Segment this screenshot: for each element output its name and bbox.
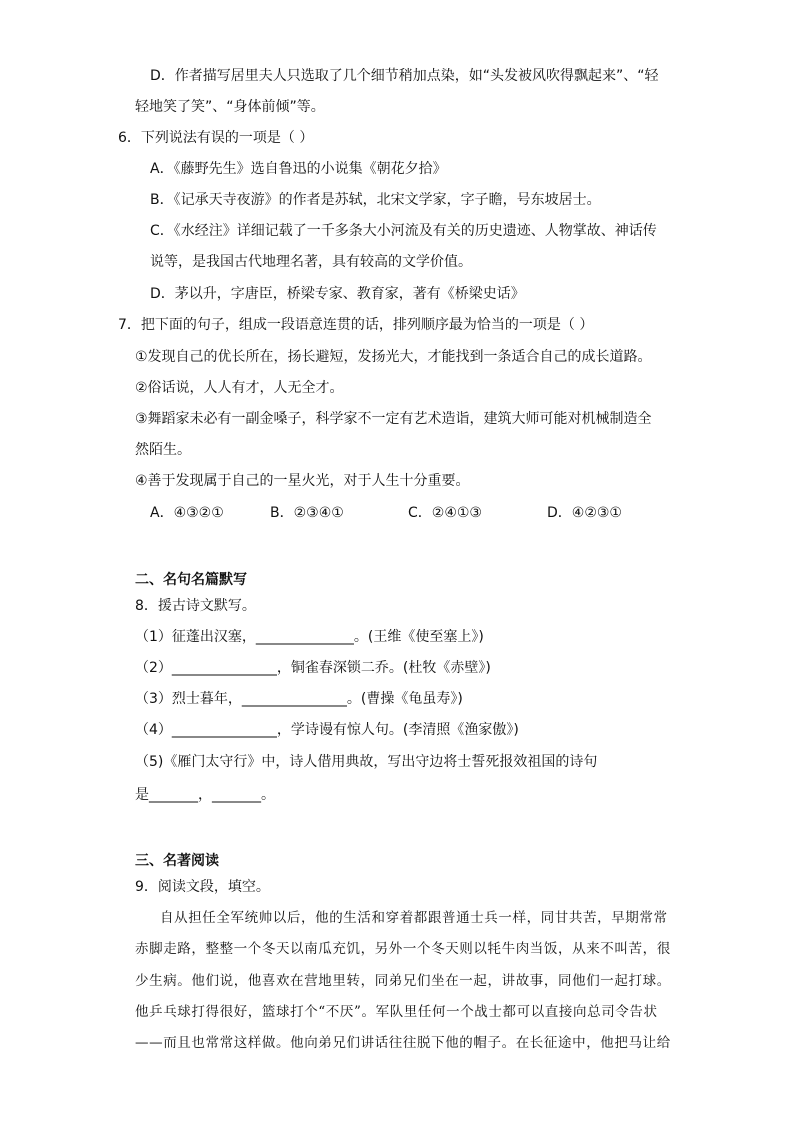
q7-option-c: C．②④①③: [408, 505, 482, 521]
q8-item-3: （3）烈士暮年，_______________。(曹操《龟虽寿》): [135, 691, 463, 707]
section-2-title: 二、名句名篇默写: [135, 572, 247, 588]
passage-line-2: 赤脚走路，整整一个冬天以南瓜充饥，另外一个冬天则以牦牛肉当饭，从来不叫苦，很: [135, 941, 671, 957]
q7-option-d: D．④②③①: [547, 505, 622, 521]
q7-sentence-3-line2: 然陌生。: [135, 442, 191, 458]
q8-item-2: （2）_______________，铜雀春深锁二乔。(杜牧《赤壁》): [135, 660, 491, 676]
section-3-title: 三、名著阅读: [135, 853, 219, 869]
q6-option-a: A．《藤野先生》选自鲁迅的小说集《朝花夕拾》: [150, 161, 447, 177]
passage-line-5: ——而且也常常这样做。他向弟兄们讲话往往脱下他的帽子。在长征途中，他把马让给: [135, 1035, 671, 1051]
q8-item-4: （4）_______________，学诗谩有惊人句。(李清照《渔家傲》): [135, 722, 519, 738]
q6-option-d: D．茅以升，字唐臣，桥梁专家、教育家，著有《桥梁史话》: [150, 286, 525, 302]
q8-item-1: （1）征蓬出汉塞，______________。(王维《使至塞上》): [135, 629, 484, 645]
q7-sentence-4: ④善于发现属于自己的一星火光，对于人生十分重要。: [135, 473, 470, 489]
q6-stem: 6．下列说法有误的一项是（ ）: [118, 130, 314, 146]
q7-sentence-1: ①发现自己的优长所在，扬长避短，发扬光大，才能找到一条适合自己的成长道路。: [135, 349, 652, 365]
passage-line-4: 他乒乓球打得很好，篮球打个“不厌”。军队里任何一个战士都可以直接向总司令告状: [135, 1004, 658, 1020]
passage-line-3: 少生病。他们说，他喜欢在营地里转，同弟兄们坐在一起，讲故事，同他们一起打球。: [135, 973, 671, 989]
q6-option-c-line1: C．《水经注》详细记载了一千多条大小河流及有关的历史遗迹、人物掌故、神话传: [150, 223, 657, 239]
q6-option-c-line2: 说等，是我国古代地理名著，具有较高的文学价值。: [150, 254, 472, 270]
q7-sentence-2: ②俗话说，人人有才，人无全才。: [135, 380, 344, 396]
q7-sentence-3-line1: ③舞蹈家未必有一副金嗓子，科学家不一定有艺术造诣，建筑大师可能对机械制造全: [135, 411, 652, 427]
q5-option-d-line1: D．作者描写居里夫人只选取了几个细节稍加点染，如“头发被风吹得飘起来”、“轻: [150, 68, 659, 84]
q8-item-5-line1: （5)《雁门太守行》中，诗人借用典故，写出守边将士誓死报效祖国的诗句: [135, 754, 598, 770]
q5-option-d-line2: 轻地笑了笑”、“身体前倾”等。: [135, 99, 325, 115]
q8-stem: 8．援古诗文默写。: [135, 598, 256, 614]
q9-stem: 9．阅读文段，填空。: [135, 879, 270, 895]
passage-line-1: 自从担任全军统帅以后，他的生活和穿着都跟普通士兵一样，同甘共苦，早期常常: [160, 910, 668, 926]
q8-item-5-line2: 是_______，_______。: [135, 787, 275, 803]
q7-option-a: A．④③②①: [150, 505, 224, 521]
q7-option-b: B．②③④①: [270, 505, 344, 521]
q7-stem: 7．把下面的句子，组成一段语意连贯的话，排列顺序最为恰当的一项是（ ）: [118, 317, 594, 333]
q6-option-b: B．《记承天寺夜游》的作者是苏轼，北宋文学家，字子瞻，号东坡居士。: [150, 192, 601, 208]
